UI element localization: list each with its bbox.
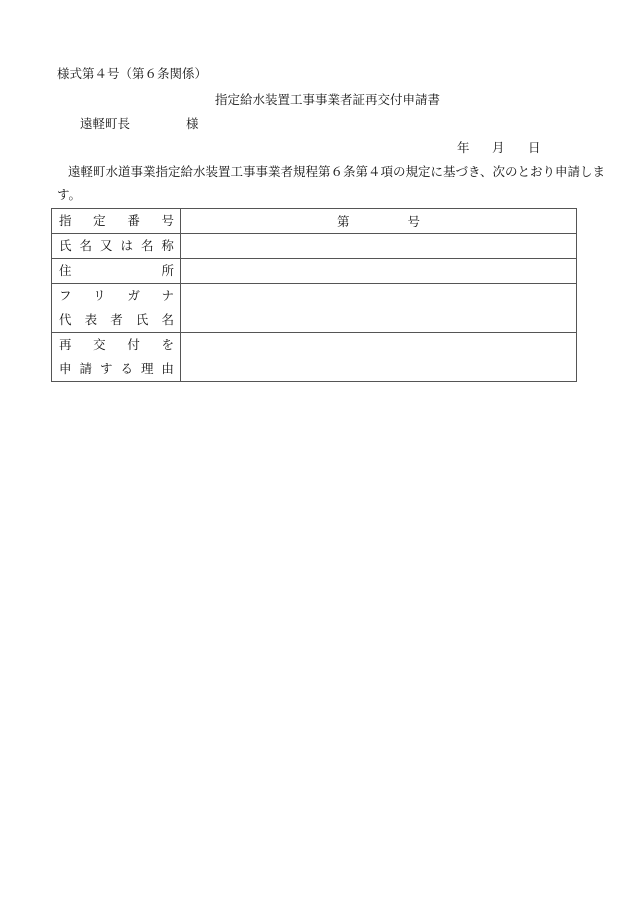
date-year-label: 年 xyxy=(457,140,470,155)
table-row xyxy=(52,259,577,284)
label-char: 称 xyxy=(161,238,174,253)
table-row xyxy=(52,234,577,259)
name-label xyxy=(52,234,180,258)
designation-number-suffix: 号 xyxy=(407,214,421,229)
designation-number-label xyxy=(52,209,180,233)
representative-name-field[interactable] xyxy=(181,284,577,333)
label-char: 又 xyxy=(99,238,113,253)
label-char: す xyxy=(99,360,113,376)
application-form-table xyxy=(51,208,577,382)
label-char: 者 xyxy=(110,311,123,327)
date-day-label: 日 xyxy=(528,140,541,155)
label-char: 由 xyxy=(161,360,174,376)
label-char: 番 xyxy=(127,213,140,228)
label-char: 理 xyxy=(140,360,154,376)
document-title: 指定給水装置工事事業者証再交付申請書 xyxy=(215,92,441,107)
label-char: 名 xyxy=(161,311,174,327)
label-char: 定 xyxy=(93,213,106,228)
addressee: 遠軽町長 xyxy=(80,116,131,131)
label-char: 表 xyxy=(84,311,98,327)
form-type-label: 様式第４号（第６条関係） xyxy=(57,66,208,81)
representative-label-cell xyxy=(52,284,181,333)
label-char: 指 xyxy=(59,213,72,228)
label-char: 氏 xyxy=(59,238,72,253)
address-label xyxy=(52,259,180,283)
label-char: 付 xyxy=(127,337,140,353)
furigana-label xyxy=(52,285,180,309)
label-char: 名 xyxy=(140,238,154,253)
label-char: 名 xyxy=(79,238,92,253)
label-char: を xyxy=(161,337,174,353)
designation-number-label-cell xyxy=(52,209,181,234)
table-row xyxy=(52,333,577,382)
representative-name-label xyxy=(52,308,180,332)
label-char: 氏 xyxy=(135,311,149,327)
label-char: 代 xyxy=(59,311,72,327)
address-field[interactable] xyxy=(181,259,577,284)
label-char: 請 xyxy=(79,360,92,376)
label-char: 再 xyxy=(59,337,72,353)
reissue-label-line-1 xyxy=(52,334,180,358)
date-month-label: 月 xyxy=(492,140,505,155)
label-char: ガ xyxy=(127,288,140,304)
label-char: 交 xyxy=(93,337,106,353)
reissue-reason-field[interactable] xyxy=(181,333,577,382)
label-char: る xyxy=(120,360,133,376)
honorific: 様 xyxy=(186,116,199,131)
label-char: フ xyxy=(59,288,72,304)
reissue-reason-label-cell xyxy=(52,333,181,382)
name-label-cell xyxy=(52,234,181,259)
body-text-line-1: 遠軽町水道事業指定給水装置工事事業者規程第６条第４項の規定に基づき、次のとおり申請しま xyxy=(68,164,606,179)
label-char: は xyxy=(120,238,133,253)
body-text-line-2: す。 xyxy=(57,187,82,202)
label-char: 所 xyxy=(161,263,174,278)
label-char: 号 xyxy=(161,213,174,228)
address-label-cell xyxy=(52,259,181,284)
reissue-label-line-2 xyxy=(52,357,180,381)
table-row xyxy=(52,284,577,333)
label-char: 申 xyxy=(59,360,72,376)
label-char: 住 xyxy=(59,263,72,278)
designation-number-prefix: 第 xyxy=(336,214,350,229)
name-field[interactable] xyxy=(181,234,577,259)
designation-number-field[interactable] xyxy=(181,209,577,234)
label-char: ナ xyxy=(161,288,174,304)
label-char: リ xyxy=(93,288,106,304)
table-row xyxy=(52,209,577,234)
